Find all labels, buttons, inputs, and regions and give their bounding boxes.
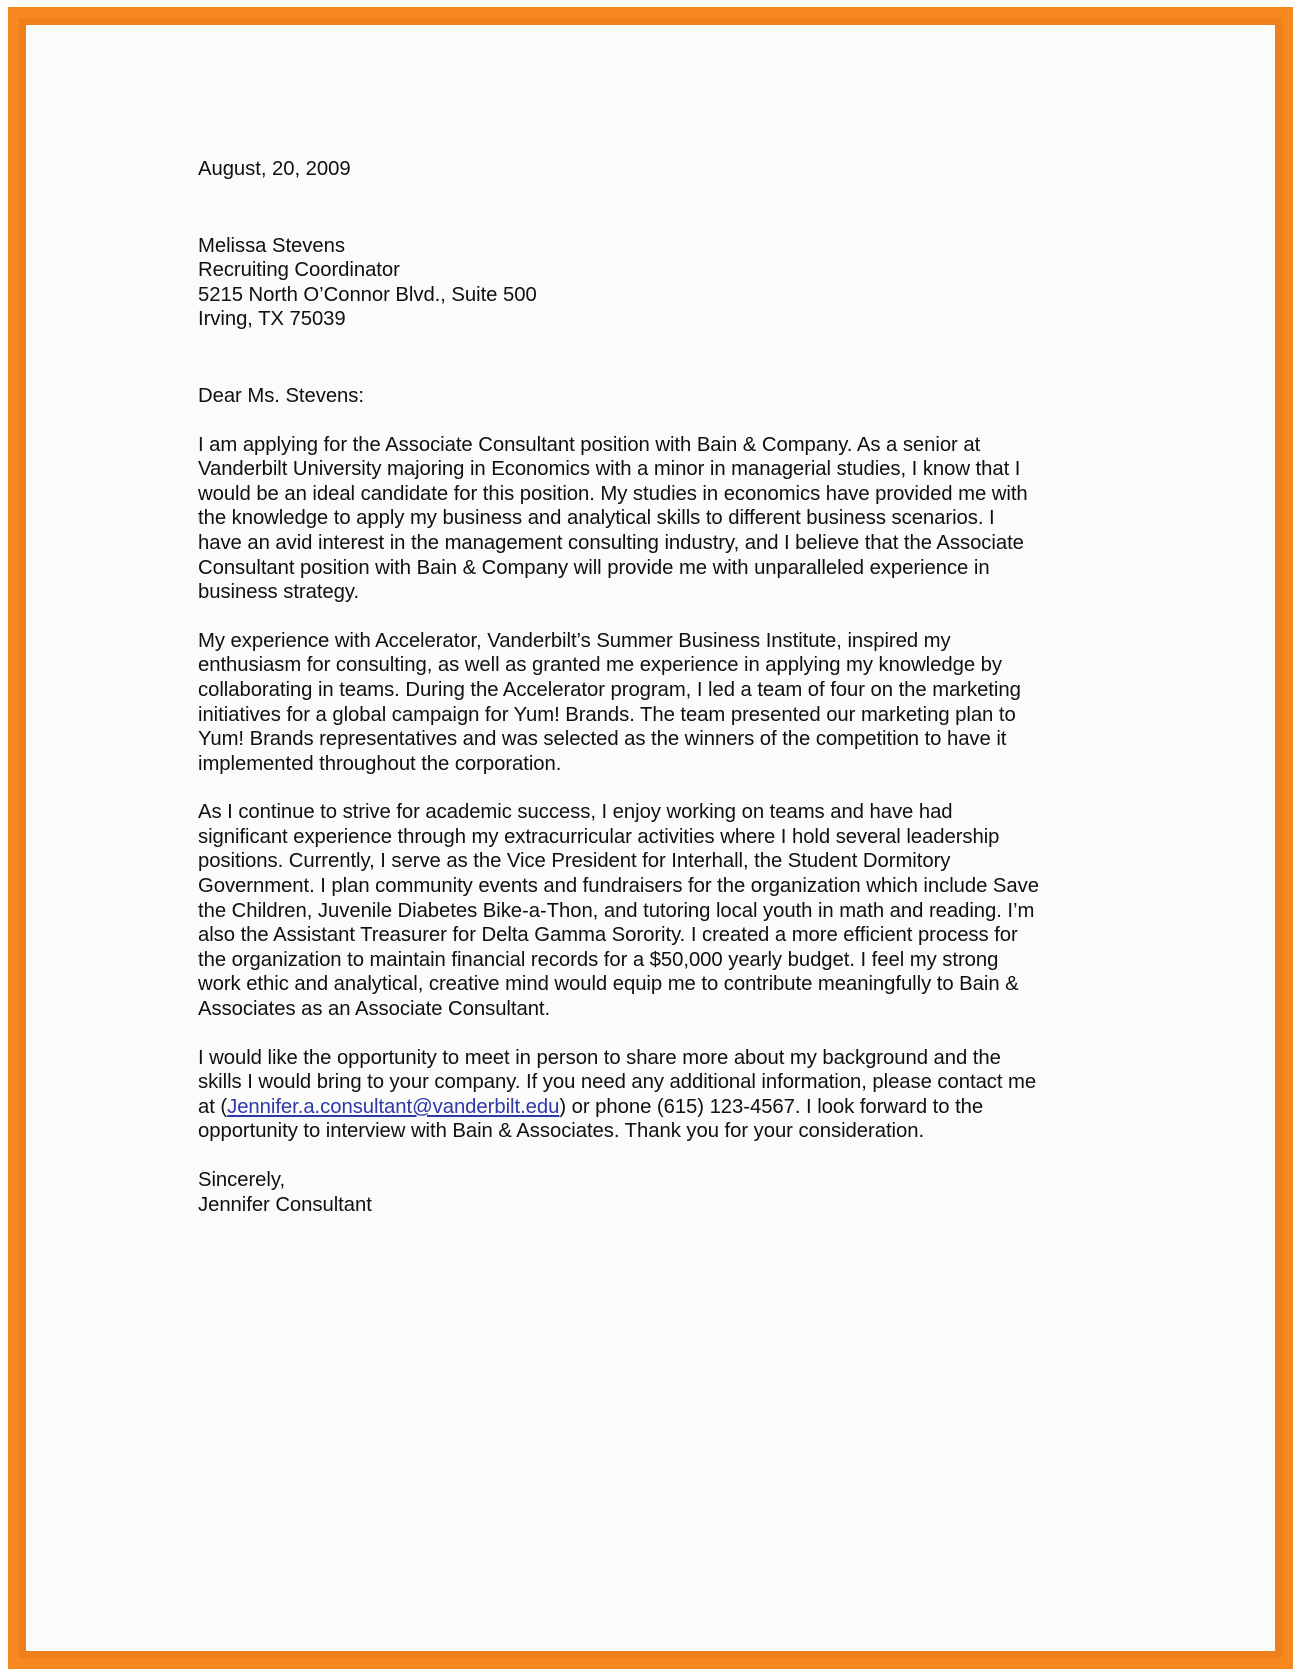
recipient-title: Recruiting Coordinator <box>198 259 400 282</box>
letter-paragraph-3: As I continue to strive for academic success, I enjoy working on teams and have had significant experience through my extracurricular activities where I hold several leadership positions. Currently, I serve as the Vice President for Interhall, the Student Dormitory Government. I plan community events and fundraisers for the organization which include Save the Children, Juvenile Diabetes Bike-a-Thon, and tutoring local youth in math and reading. I’m also the Assistant Treasurer for Delta Gamma Sorority. I created a more efficient process for the organization to maintain financial records for a $50,000 yearly budget. I feel my strong work ethic and analytical, creative mind would equip me to contribute meaningfully to Bain & Associates as an Associate Consultant. <box>198 801 1039 1021</box>
email-link[interactable]: Jennifer.a.consultant@vanderbilt.edu <box>227 1095 560 1118</box>
orange-page-border-inner <box>19 18 1282 1658</box>
closing-paragraph-after-link: ) or phone (615) 123-4567. I look forward to the opportunity to interview with Bain & Associates. Thank you for your consideration. <box>198 1095 984 1143</box>
recipient-address-block <box>198 234 1043 332</box>
letter-salutation: Dear Ms. Stevens: <box>198 384 364 407</box>
signature-name: Jennifer Consultant <box>198 1193 372 1216</box>
letter-paragraph-1: I am applying for the Associate Consultant position with Bain & Company. As a senior at Vanderbilt University majoring in Economics with a minor in managerial studies, I know that I would be an ideal candidate for this position. My studies in economics have provided me with the knowledge to apply my business and analytical skills to different business scenarios. I have an avid interest in the management consulting industry, and I believe that the Associate Consultant position with Bain & Company will provide me with unparalleled experience in business strategy. <box>198 433 1028 604</box>
letter-date: August, 20, 2009 <box>198 158 351 180</box>
recipient-street: 5215 North O’Connor Blvd., Suite 500 <box>198 283 537 306</box>
recipient-city-state-zip: Irving, TX 75039 <box>198 308 346 331</box>
signature-block <box>198 1168 1043 1217</box>
closing-paragraph-before-link: I would like the opportunity to meet in person to share more about my background and the skills I would bring to your company. If you need any additional information, please contact me at ( <box>198 1046 1037 1118</box>
orange-page-border <box>8 7 1293 1669</box>
letter-content <box>198 157 1043 1217</box>
recipient-name: Melissa Stevens <box>198 234 345 257</box>
valediction: Sincerely, <box>198 1169 286 1191</box>
letter-page <box>26 25 1275 1651</box>
letter-paragraph-4 <box>198 1046 1043 1144</box>
letter-paragraph-2: My experience with Accelerator, Vanderbilt’s Summer Business Institute, inspired my enthusiasm for consulting, as well as granted me experience in applying my knowledge by collaborating in teams. During the Accelerator program, I led a team of four on the marketing initiatives for a global campaign for Yum! Brands. The team presented our marketing plan to Yum! Brands representatives and was selected as the winners of the competition to have it implemented throughout the corporation. <box>198 629 1021 775</box>
